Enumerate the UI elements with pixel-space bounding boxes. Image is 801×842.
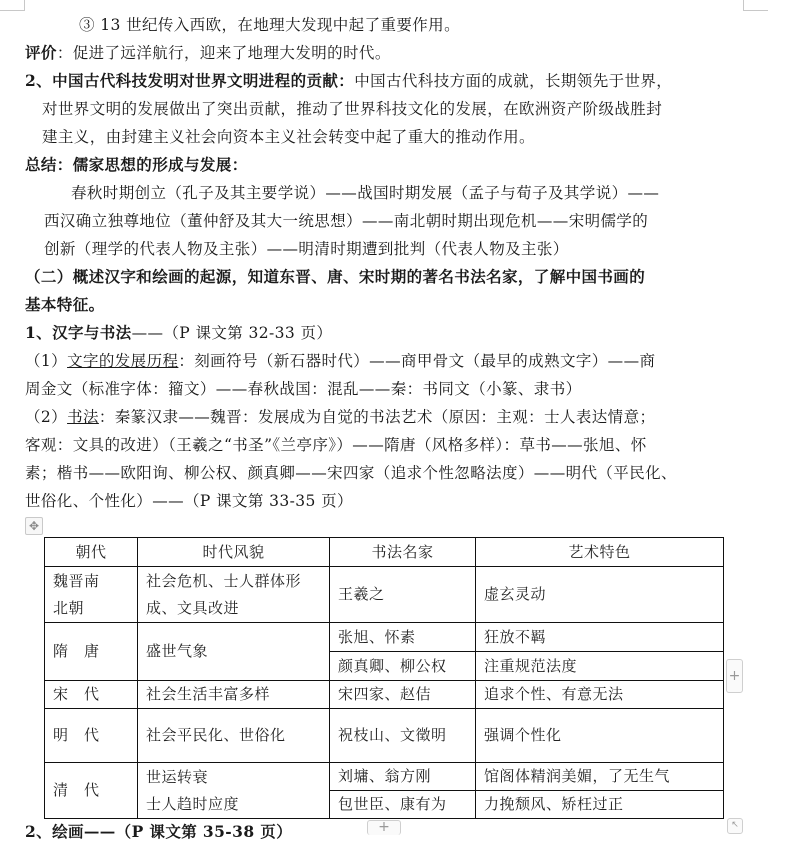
table-row [45,763,724,791]
masters-cell: 王羲之 [330,567,476,623]
dynasty-cell [45,567,138,623]
paragraph-line: 西汉确立独尊地位（董仲舒及其大一统思想）——南北朝时期出现危机——宋明儒学的 [44,212,649,230]
era-style-cell [138,763,330,819]
table-row [45,623,724,652]
header-masters: 书法名家 [330,538,476,567]
section-heading-cont: 基本特征。 [25,295,105,314]
summary-heading: 总结：儒家思想的形成与发展： [25,155,248,174]
paragraph-line: 周金文（标准字体：籀文）——春秋战国：混乱——秦：书同文（小篆、隶书） [25,380,582,398]
features-cell: 虚玄灵动 [476,567,724,623]
table-row [45,681,724,709]
writing-development-line [25,351,655,371]
paragraph-line: 世俗化、个性化）——（P 课文第 33-35 页） [25,492,353,510]
features-cell: 注重规范法度 [476,652,724,681]
era-style-cell: 社会生活丰富多样 [138,681,330,709]
era-style-line: 士人趋时应度 [146,794,240,813]
dynasty-cell: 明 代 [45,709,138,763]
masters-cell: 张旭、怀素 [330,623,476,652]
features-cell: 狂放不羁 [476,623,724,652]
header-dynasty: 朝代 [45,538,138,567]
calligraphy-label: 书法 [67,408,99,426]
page-reference: ——（P 课文第 32-33 页） [131,324,333,342]
paragraph-line: ③ 13 世纪传入西欧，在地理大发现中起了重要作用。 [79,16,460,34]
evaluation-paragraph [25,43,391,63]
paragraph-line: 素；楷书——欧阳询、柳公权、颜真卿——宋四家（追求个性忽略法度）——明代（平民化、 [25,464,677,482]
era-style-line: 世运转衰 [146,767,209,786]
page-corner-mark-left [0,0,25,11]
dynasty-line: 魏晋南 [53,571,100,590]
paragraph-line: 创新（理学的代表人物及主张）——明清时期遭到批判（代表人物及主张） [44,240,569,258]
era-style-line: 成、文具改进 [146,598,240,617]
masters-cell: 包世臣、康有为 [330,791,476,819]
table-resize-handle-icon[interactable]: ↖ [727,818,743,834]
dynasty-cell: 宋 代 [45,681,138,709]
masters-cell: 颜真卿、柳公权 [330,652,476,681]
list-prefix: （2） [25,408,68,426]
evaluation-label: 评价 [25,43,57,62]
era-style-cell: 盛世气象 [138,623,330,681]
paragraph-line: 建主义，由封建主义社会向资本主义社会转变中起了重大的推动作用。 [42,128,535,146]
era-style-cell [138,567,330,623]
header-features: 艺术特色 [476,538,724,567]
writing-development-label: 文字的发展历程 [67,352,179,370]
table-row [45,709,724,763]
dynasty-calligraphy-table [44,537,724,819]
dynasty-line: 北朝 [53,598,85,617]
features-cell: 馆阁体精润美媚，了无生气 [476,763,724,791]
paragraph-line: 客观：文具的改进）（王羲之“书圣”《兰亭序》）——隋唐（风格多样）：草书——张旭、怀 [25,436,647,454]
masters-cell: 宋四家、赵佶 [330,681,476,709]
contribution-heading-line [25,71,672,91]
painting-heading-text: 2、绘画——（P 课文第 35-38 页） [25,822,293,841]
contribution-text: 中国古代科技方面的成就，长期领先于世界， [354,72,673,90]
masters-cell: 刘墉、翁方刚 [330,763,476,791]
era-style-cell: 社会平民化、世俗化 [138,709,330,763]
add-column-button[interactable]: + [726,659,743,693]
masters-cell: 祝枝山、文徵明 [330,709,476,763]
dynasty-cell: 隋 唐 [45,623,138,681]
table-row [45,567,724,623]
table-move-handle-icon[interactable]: ✥ [25,517,43,535]
subsection-heading-line [25,323,332,343]
header-era-style: 时代风貌 [138,538,330,567]
era-style-line: 社会危机、士人群体形 [146,571,302,590]
paragraph-line: 对世界文明的发展做出了突出贡献，推动了世界科技文化的发展，在欧洲资产阶级战胜封 [42,100,663,118]
features-cell: 力挽颓风、矫枉过正 [476,791,724,819]
contribution-heading: 2、中国古代科技发明对世界文明进程的贡献： [25,71,355,90]
page-corner-mark-right [743,0,768,11]
add-row-button[interactable]: + [367,820,401,835]
list-prefix: （1） [25,352,68,370]
features-cell: 追求个性、有意无法 [476,681,724,709]
dynasty-cell: 清 代 [45,763,138,819]
calligraphy-text: ：秦篆汉隶——魏晋：发展成为自觉的书法艺术（原因：主观：士人表达情意； [98,408,656,426]
painting-heading-partial [25,822,293,841]
subsection-heading: 1、汉字与书法 [25,323,132,342]
evaluation-text: ：促进了远洋航行，迎来了地理大发明的时代。 [56,44,391,62]
writing-development-text: ：刻画符号（新石器时代）——商甲骨文（最早的成熟文字）——商 [178,352,656,370]
table-header-row [45,538,724,567]
calligraphy-line [25,407,655,427]
section-heading: （二）概述汉字和绘画的起源，知道东晋、唐、宋时期的著名书法名家，了解中国书画的 [25,267,646,286]
features-cell: 强调个性化 [476,709,724,763]
paragraph-line: 春秋时期创立（孔子及其主要学说）——战国时期发展（孟子与荀子及其学说）—— [71,184,660,202]
